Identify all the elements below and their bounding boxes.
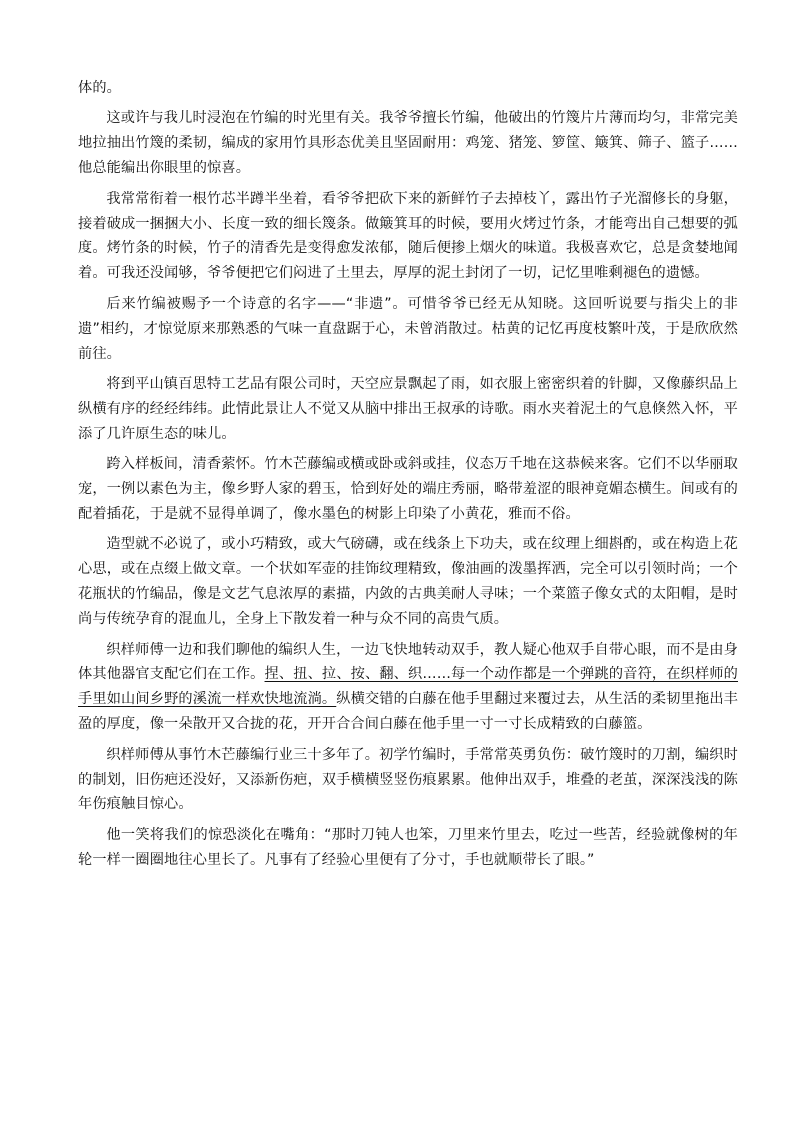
text-run: 体的。 (78, 80, 122, 96)
paragraph-shapes (78, 532, 738, 632)
text-run: 我常常衔着一根竹芯半蹲半坐着，看爷爷把砍下来的新鲜竹子去掉枝丫，露出竹子光溜修长的身躯，接着破成一捆捆大小、长度一致的细长篾条。做簸箕耳的时候，要用火烤过竹条，才能弯出自己想要的弧度。烤竹条的时候，竹子的清香先是变得愈发浓郁，随后便掺上烟火的味道。我极喜欢它，总是贪婪地闻着。可我还没闻够，爷爷便把它们闷进了土里去，厚厚的泥土封闭了一切，记忆里唯剩褪色的遗憾。 (78, 190, 738, 282)
paragraph-thirty-years (78, 743, 738, 818)
article-body (78, 76, 738, 878)
text-run: 造型就不必说了，或小巧精致，或大气磅礴，或在线条上下功夫，或在纹理上细斟酌，或在构造上花心思，或在点缀上做文章。一个状如军壶的挂饰纹理精致，像油画的泼墨挥洒，完全可以引领时尚；一个花瓶状的竹编品，像是文艺气息浓厚的素描，内敛的古典美耐人寻味；一个菜篮子像女式的太阳帽，是时尚与传统孕育的混血儿，全身上下散发着一种与众不同的高贵气质。 (78, 536, 738, 628)
text-run: 纵横交错的白藤在他手里翻过来覆过去，从生活的柔韧里拖出丰盈的厚度，像一朵散开又合拢的花，开开合合间白藤在他手里一寸一寸长成精致的白藤篮。 (78, 691, 738, 733)
underlined-sentence: 捏、扭、拉、按、翻、织……每一个动作都是一个弹跳的音符，在织样师的手里如山间乡野的溪流一样欢快地流淌。 (78, 666, 739, 708)
paragraph-quote (78, 823, 738, 873)
text-run: 跨入样板间，清香萦怀。竹木芒藤编或横或卧或斜或挂，仪态万千地在这恭候来客。它们不以华丽取宠，一例以素色为主，像乡野人家的碧玉，恰到好处的端庄秀丽，略带羞涩的眼神竟媚态横生。间或有的配着插花，于是就不显得单调了，像水墨色的树影上印染了小黄花，雅而不俗。 (78, 456, 738, 522)
text-run: 这或许与我儿时浸泡在竹编的时光里有关。我爷爷擅长竹编，他破出的竹篾片片薄而均匀，非常完美地拉抽出竹篾的柔韧，编成的家用竹具形态优美且坚固耐用：鸡笼、猪笼、箩筐、簸箕、筛子、篮子……他总能编出你眼里的惊喜。 (78, 110, 738, 177)
paragraph-weaver-hands (78, 638, 738, 738)
text-run: 将到平山镇百思特工艺品有限公司时，天空应景飘起了雨，如衣服上密密织着的针脚，又像藤织品上纵横有序的经经纬纬。此情此景让人不觉又从脑中排出王叔承的诗歌。雨水夹着泥土的气息倏然入怀，平添了几许原生态的味儿。 (78, 375, 738, 442)
paragraph-intangible-heritage (78, 292, 738, 367)
text-run: 他一笑将我们的惊恐淡化在嘴角：“那时刀钝人也笨，刀里来竹里去，吃过一些苦，经验就像树的年轮一样一圈圈地往心里长了。凡事有了经验心里便有了分寸，手也就顺带长了眼。” (78, 826, 738, 868)
paragraph-grandfather-weaving (78, 187, 738, 287)
paragraph-showroom (78, 452, 738, 527)
paragraph-continuation (78, 76, 738, 101)
text-run: 织样师傅从事竹木芒藤编行业三十多年了。初学竹编时，手常常英勇负伤：破竹篾时的刀割，编织时的制划，旧伤疤还没好，又添新伤疤，双手横横竖竖伤痕累累。他伸出双手，堆叠的老茧，深深浅浅的陈年伤痕触目惊心。 (78, 746, 738, 813)
text-run: 后来竹编被赐予一个诗意的名字——“非遗”。可惜爷爷已经无从知晓。这回听说要与指尖上的非遗”相约，才惊觉原来那熟悉的气味一直盘踞于心，未曾消散过。枯黄的记忆再度枝繁叶茂，于是欣欣然前往。 (78, 295, 738, 362)
paragraph-bamboo-childhood (78, 106, 738, 181)
paragraph-arrival-rain (78, 372, 738, 447)
text-run: 织样师傅一边和我们聊他的编织人生，一边飞快地转动双手，教人疑心他双手自带心眼，而不是由身体其他器官支配它们在工作。 (78, 641, 738, 683)
